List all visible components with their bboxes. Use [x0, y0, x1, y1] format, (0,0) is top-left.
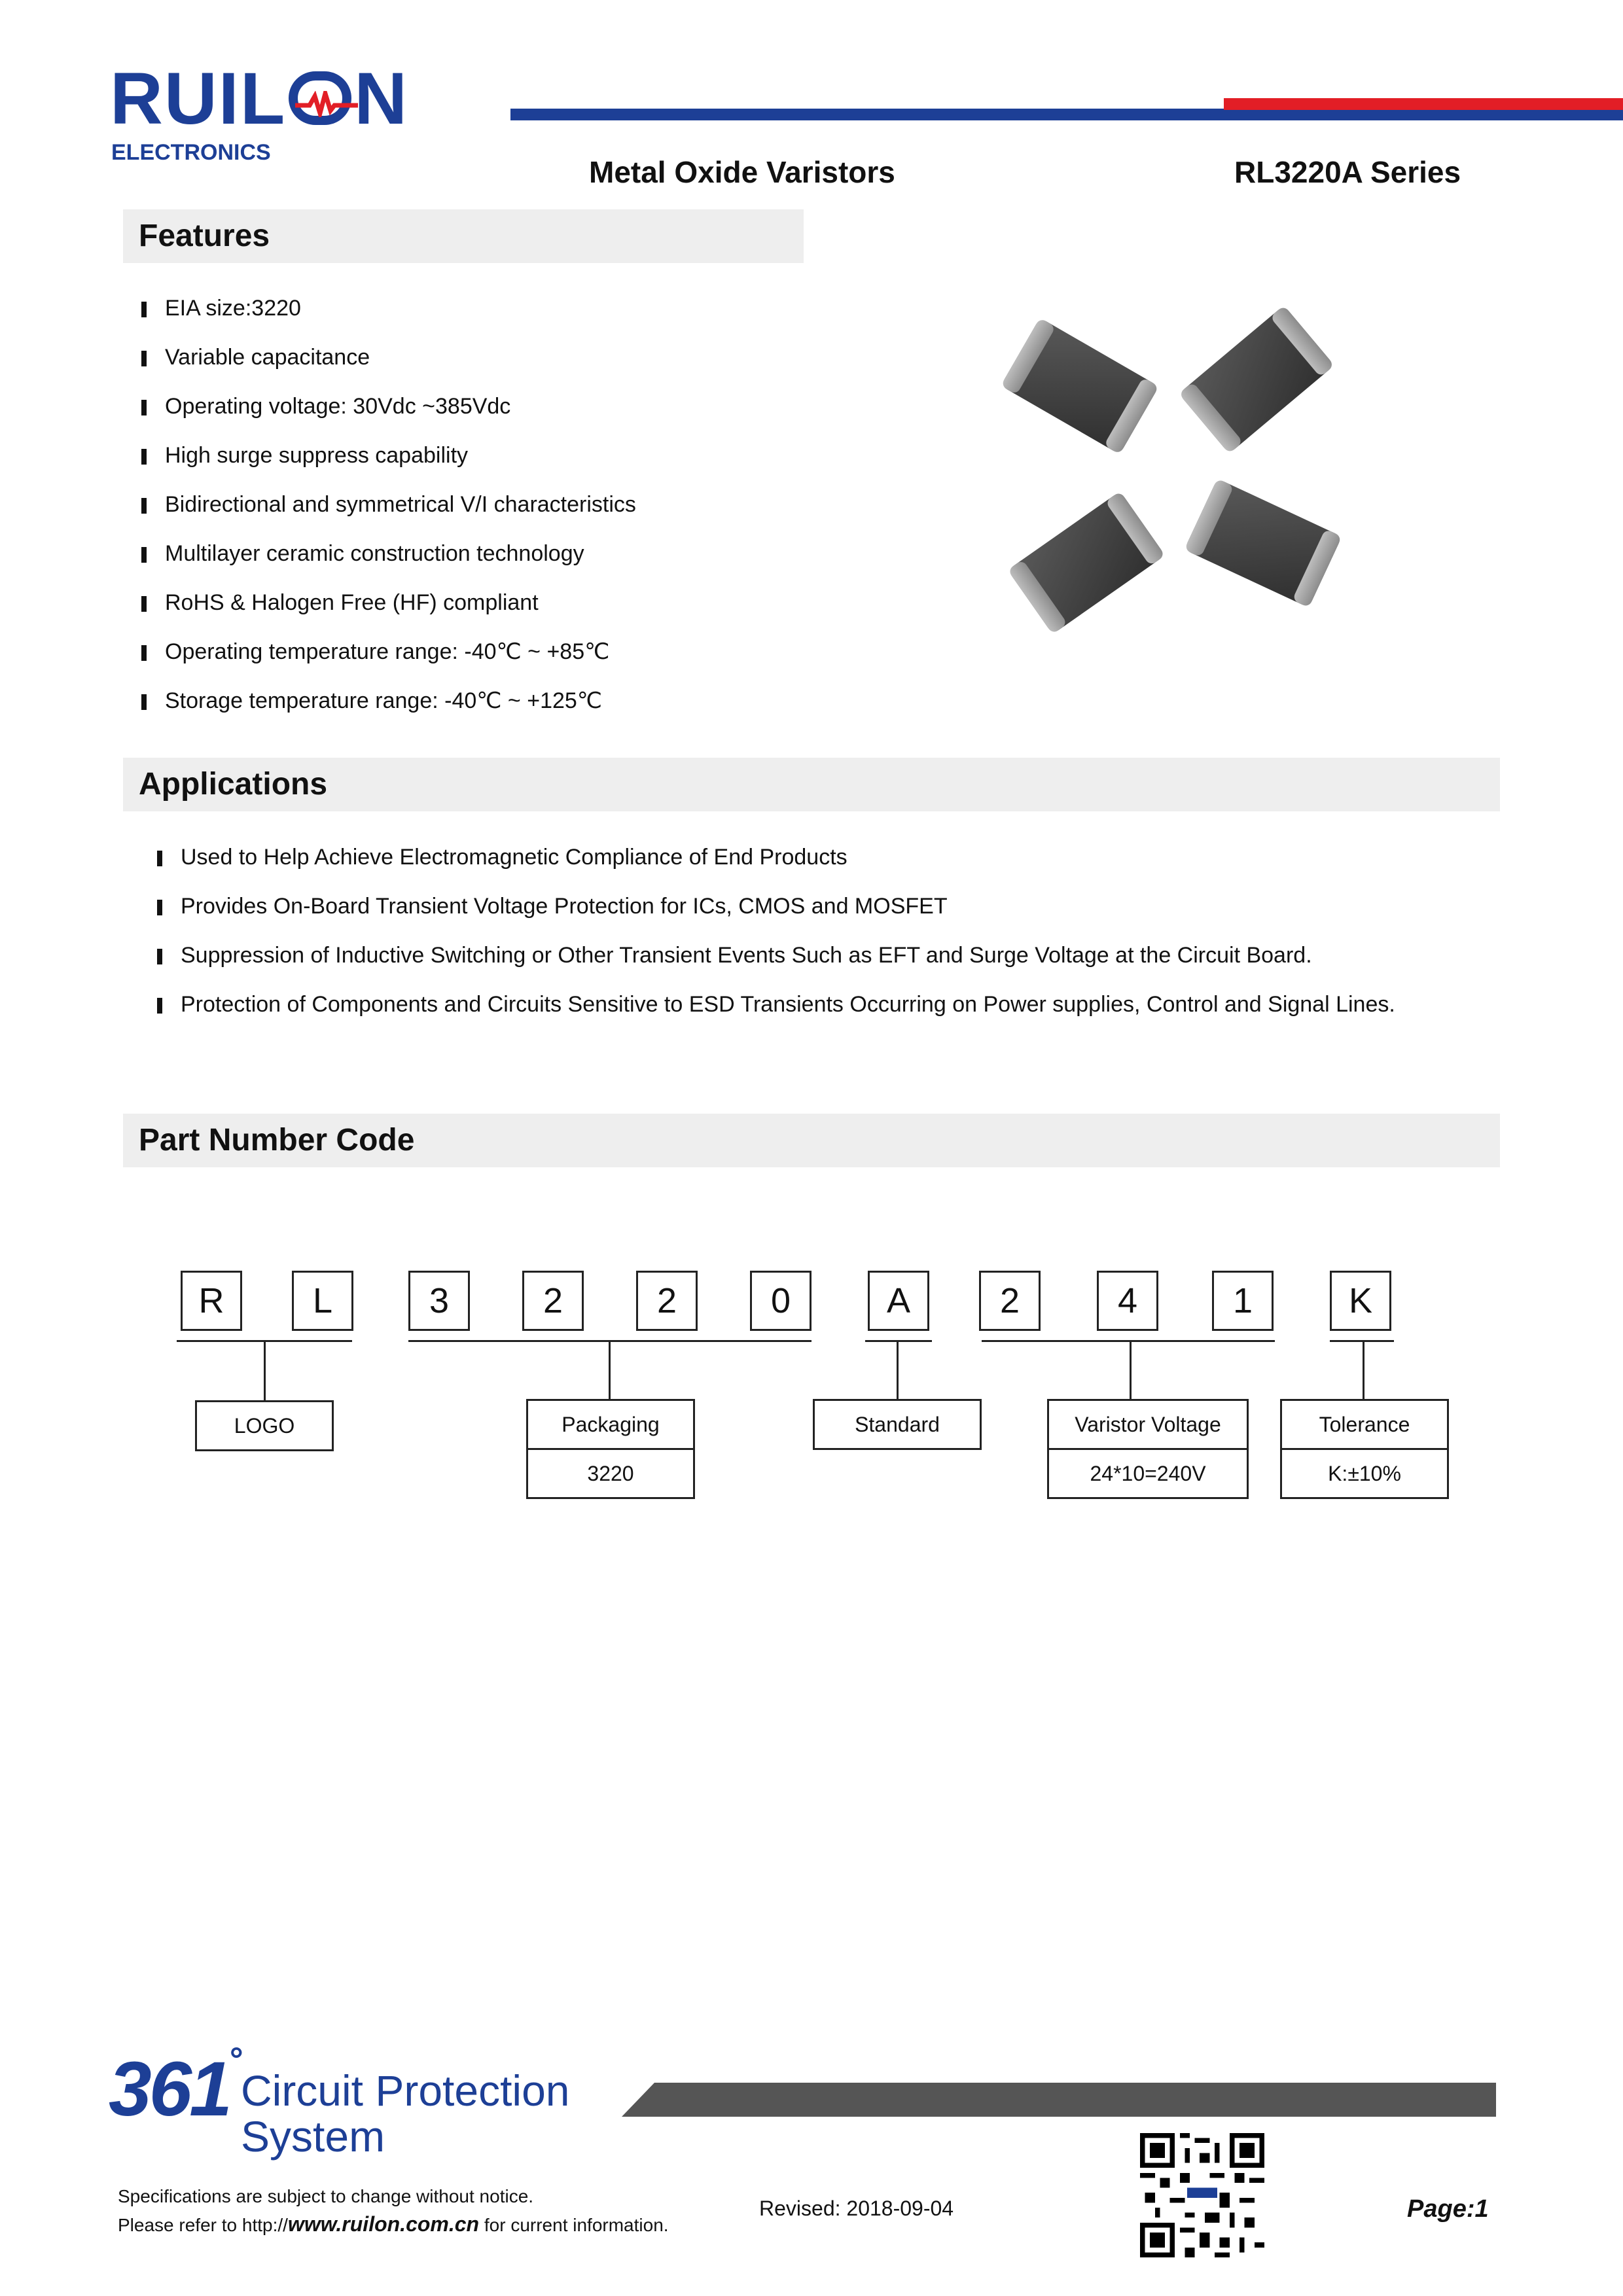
header-rule-blue: [510, 109, 1230, 120]
header-rule-red: [1224, 98, 1623, 110]
varistor-chip-4: [1184, 478, 1342, 608]
header-rule-blue-end: [1214, 109, 1623, 120]
list-item: Suppression of Inductive Switching or Other Transient Events Such as EFT and Surge Voltage at the Circuit Board.: [123, 931, 1486, 980]
code-char-box: 1: [1212, 1271, 1274, 1331]
footer-note-line1: Specifications are subject to change without notice.: [118, 2186, 534, 2206]
footer-brand-number: 361°: [109, 2041, 243, 2132]
bullet-icon: [141, 351, 147, 366]
features-section-header: [123, 209, 804, 263]
website-link[interactable]: www.ruilon.com.cn: [287, 2212, 480, 2236]
brand-logo-left: RUIL: [110, 58, 287, 139]
group-underline-standard: [865, 1340, 932, 1342]
features-list: [123, 284, 908, 726]
bullet-icon: [141, 596, 147, 612]
product-photo: [995, 308, 1387, 648]
code-char-box: L: [292, 1271, 353, 1331]
code-char-box: 3: [408, 1271, 470, 1331]
list-item: Used to Help Achieve Electromagnetic Compliance of End Products: [123, 833, 1486, 882]
label-varistor-voltage: Varistor Voltage 24*10=240V: [1047, 1399, 1249, 1499]
group-underline-tolerance: [1330, 1340, 1394, 1342]
footer-brand-line1: Circuit Protection: [241, 2066, 570, 2115]
degree-icon: °: [229, 2041, 243, 2079]
label-standard: Standard: [813, 1399, 982, 1450]
code-char-box: 2: [636, 1271, 698, 1331]
bullet-icon: [141, 400, 147, 415]
bullet-icon: [141, 547, 147, 563]
list-item: Bidirectional and symmetrical V/I characteristics: [123, 480, 908, 529]
footer-note: [118, 2182, 669, 2239]
document-title: Metal Oxide Varistors: [589, 155, 895, 189]
bullet-icon: [141, 694, 147, 710]
features-title: Features: [139, 219, 270, 253]
footer-brand-line2: System: [241, 2112, 385, 2161]
code-char-box: 4: [1097, 1271, 1158, 1331]
bullet-icon: [141, 449, 147, 465]
varistor-chip-1: [1001, 318, 1159, 455]
brand-logo: [110, 58, 409, 139]
part-number-title: Part Number Code: [139, 1123, 415, 1157]
code-char-box: A: [868, 1271, 929, 1331]
connector-packaging: [609, 1340, 611, 1400]
list-item: Multilayer ceramic construction technology: [123, 529, 908, 578]
label-packaging: Packaging 3220: [526, 1399, 695, 1499]
brand-subtitle: ELECTRONICS: [111, 140, 271, 165]
connector-tolerance: [1363, 1340, 1364, 1400]
bullet-icon: [141, 498, 147, 514]
bullet-icon: [157, 851, 162, 866]
footer-note-line2: Please refer to http://www.ruilon.com.cn for current information.: [118, 2212, 669, 2236]
connector-voltage: [1130, 1340, 1132, 1400]
code-char-box: 0: [750, 1271, 812, 1331]
list-item: Protection of Components and Circuits Sensitive to ESD Transients Occurring on Power supplies, Control and Signal Lines.: [123, 980, 1486, 1029]
code-char-box: K: [1330, 1271, 1391, 1331]
list-item: Variable capacitance: [123, 333, 908, 382]
list-item: Storage temperature range: -40℃ ~ +125℃: [123, 677, 908, 726]
bullet-icon: [157, 900, 162, 915]
varistor-chip-2: [1179, 308, 1334, 453]
list-item: EIA size:3220: [123, 284, 908, 333]
code-char-box: 2: [979, 1271, 1041, 1331]
page-number: Page:1: [1407, 2195, 1489, 2223]
connector-standard: [897, 1340, 899, 1400]
applications-section-header: [123, 758, 1500, 811]
footer-bar: [622, 2083, 1496, 2117]
series-title: RL3220A Series: [1234, 155, 1461, 189]
brand-logo-right: N: [354, 58, 409, 139]
bullet-icon: [141, 645, 147, 661]
applications-list: [123, 833, 1486, 1029]
label-logo: LOGO: [195, 1400, 334, 1451]
code-char-box: R: [181, 1271, 242, 1331]
part-number-section-header: [123, 1114, 1500, 1167]
bullet-icon: [157, 949, 162, 964]
revised-date: Revised: 2018-09-04: [759, 2197, 954, 2220]
list-item: Operating temperature range: -40℃ ~ +85℃: [123, 627, 908, 677]
bullet-icon: [157, 998, 162, 1014]
code-char-box: 2: [522, 1271, 584, 1331]
group-underline-voltage: [982, 1340, 1275, 1342]
varistor-chip-3: [1008, 491, 1166, 635]
brand-logo-o-pulse-icon: [289, 71, 351, 125]
connector-logo: [264, 1340, 266, 1400]
label-tolerance: Tolerance K:±10%: [1280, 1399, 1449, 1499]
list-item: RoHS & Halogen Free (HF) compliant: [123, 578, 908, 627]
list-item: Operating voltage: 30Vdc ~385Vdc: [123, 382, 908, 431]
list-item: Provides On-Board Transient Voltage Protection for ICs, CMOS and MOSFET: [123, 882, 1486, 931]
applications-title: Applications: [139, 767, 328, 802]
bullet-icon: [141, 302, 147, 317]
list-item: High surge suppress capability: [123, 431, 908, 480]
qr-code-icon[interactable]: [1140, 2133, 1264, 2257]
